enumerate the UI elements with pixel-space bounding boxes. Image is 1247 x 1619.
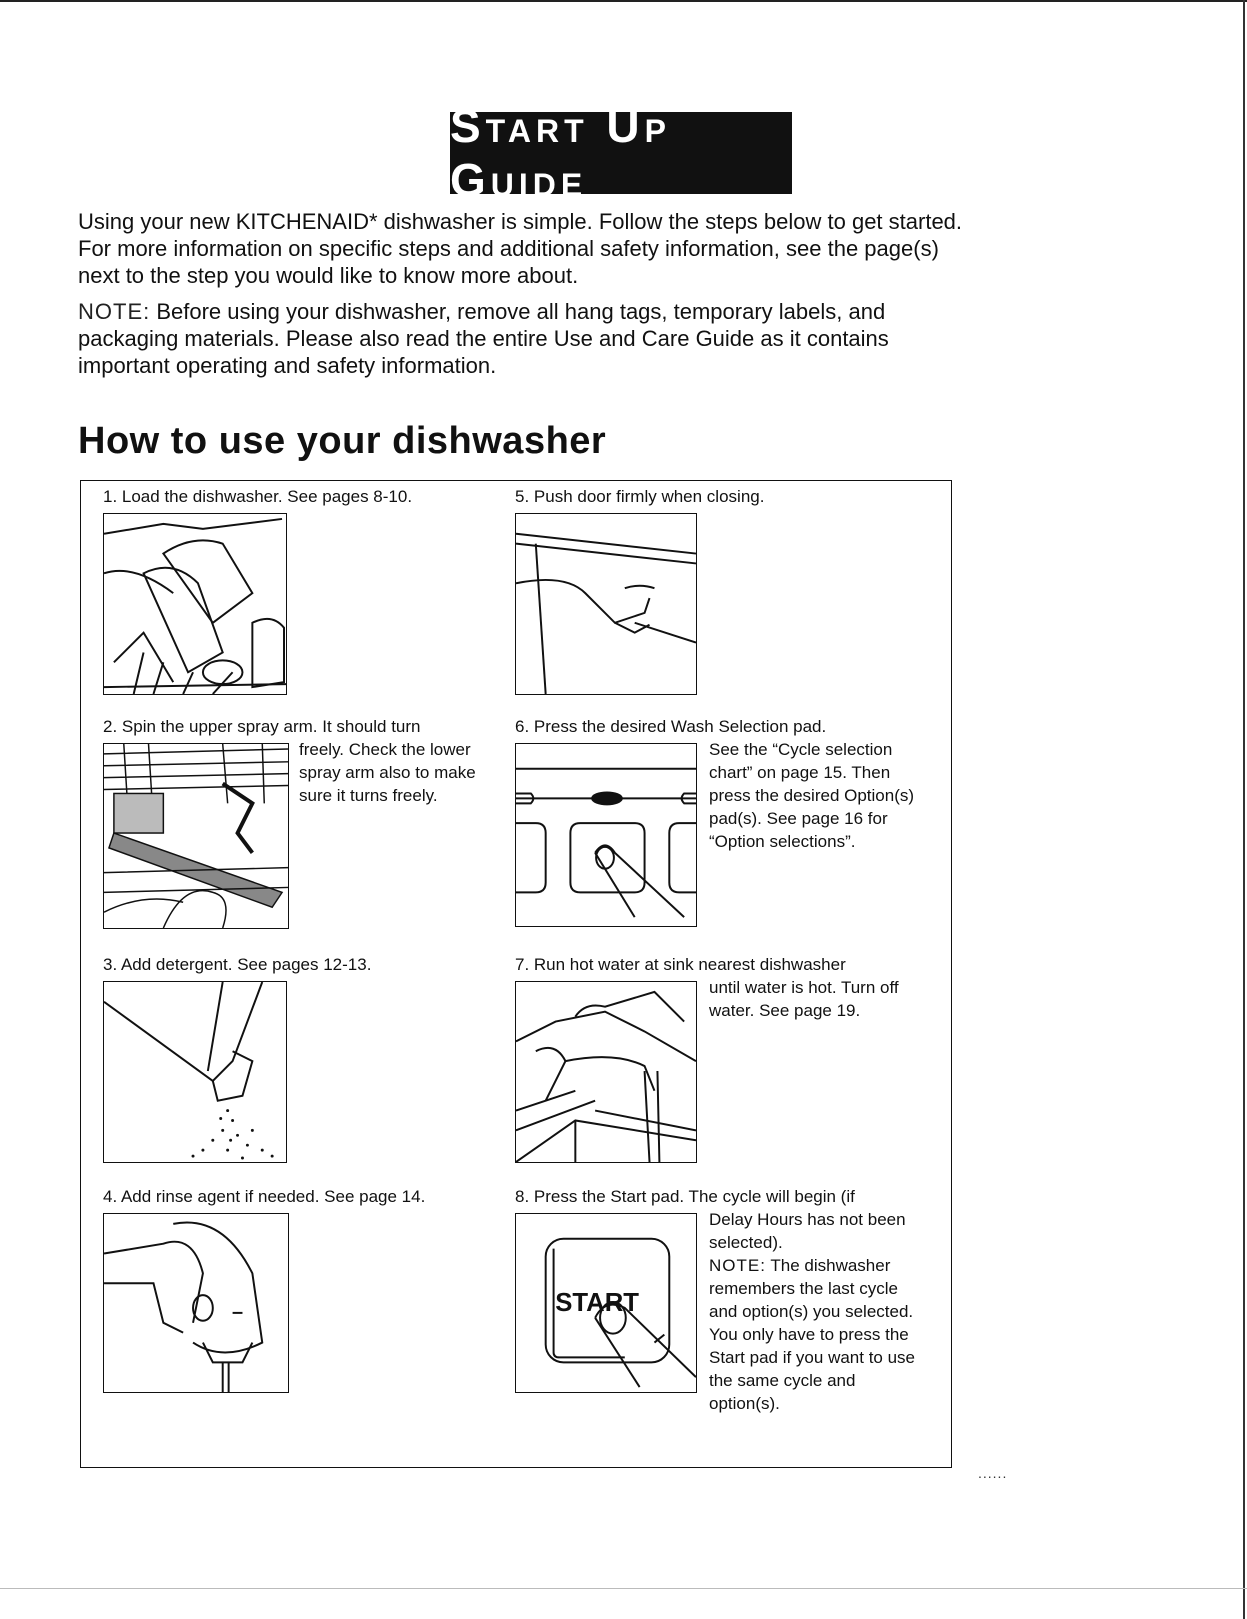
step-4 <box>103 1185 425 1208</box>
start-pad-illustration <box>515 1213 697 1393</box>
right-border <box>1243 0 1245 1619</box>
step-1 <box>103 485 412 508</box>
wash-selection-illustration <box>515 743 697 927</box>
step-8-note-text: The dishwasher remembers the last cycle and option(s) you selected. You only have to press the Start pad if you want to use the same cycle and option(s). <box>709 1256 916 1413</box>
steps-box <box>80 480 952 1468</box>
rinse-agent-illustration <box>103 1213 289 1393</box>
step-8-side-text <box>709 1208 921 1415</box>
step-2-title: 2. Spin the upper spray arm. It should turn <box>103 717 421 736</box>
step-1-title: 1. Load the dishwasher. See pages 8-10. <box>103 487 413 506</box>
section-title: How to use your dishwasher <box>78 420 607 462</box>
step-8-side-main: Delay Hours has not been selected). <box>709 1210 906 1252</box>
step-5-title: 5. Push door firmly when closing. <box>515 487 765 506</box>
step-7 <box>515 953 846 976</box>
note-label: NOTE: <box>78 299 151 324</box>
hot-water-illustration <box>515 981 697 1163</box>
step-8-title: 8. Press the Start pad. The cycle will begin (if <box>515 1187 855 1206</box>
detergent-illustration <box>103 981 287 1163</box>
step-7-title: 7. Run hot water at sink nearest dishwasher <box>515 955 846 974</box>
step-8-note-label: NOTE: <box>709 1256 766 1275</box>
rinse-agent-drawing <box>104 1214 288 1392</box>
step-6-title: 6. Press the desired Wash Selection pad. <box>515 717 827 736</box>
start-button-label: START <box>555 1288 639 1317</box>
step-6-side-text: See the “Cycle selection chart” on page 15. Then press the desired Option(s) pad(s). See page 16 for “Option selections”. <box>709 740 915 851</box>
step-8 <box>515 1185 855 1208</box>
step-3-title: 3. Add detergent. See pages 12-13. <box>103 955 372 974</box>
step-5 <box>515 485 764 508</box>
spray-arm-illustration <box>103 743 289 929</box>
step-7-side-text: until water is hot. Turn off water. See page 19. <box>709 978 899 1020</box>
load-dishwasher-drawing <box>104 514 286 694</box>
step-6 <box>515 715 826 738</box>
step-2-side-text: freely. Check the lower spray arm also to make sure it turns freely. <box>299 740 476 805</box>
top-border <box>0 0 1247 2</box>
start-pad-drawing <box>516 1214 696 1392</box>
footer-mark: ...... <box>978 1465 1008 1481</box>
step-3 <box>103 953 371 976</box>
note-text: Before using your dishwasher, remove all hang tags, temporary labels, and packaging materials. Please also read the entire Use and Care Guide as it contains important operating and safety information. <box>78 299 889 378</box>
hot-water-drawing <box>516 982 696 1162</box>
bottom-border <box>0 1588 1247 1589</box>
spray-arm-drawing <box>104 744 288 928</box>
step-4-title: 4. Add rinse agent if needed. See page 14. <box>103 1187 426 1206</box>
intro-note <box>78 298 968 379</box>
push-door-drawing <box>516 514 696 694</box>
step-2 <box>103 715 421 738</box>
page-banner: Start Up Guide <box>450 112 792 194</box>
push-door-illustration <box>515 513 697 695</box>
detergent-drawing <box>104 982 286 1162</box>
wash-selection-drawing <box>516 744 696 926</box>
load-dishwasher-illustration <box>103 513 287 695</box>
intro-paragraph: Using your new KITCHENAID* dishwasher is simple. Follow the steps below to get started. For more information on specific steps and additional safety information, see the page(s) next to the step you would like to know more about. <box>78 209 963 288</box>
